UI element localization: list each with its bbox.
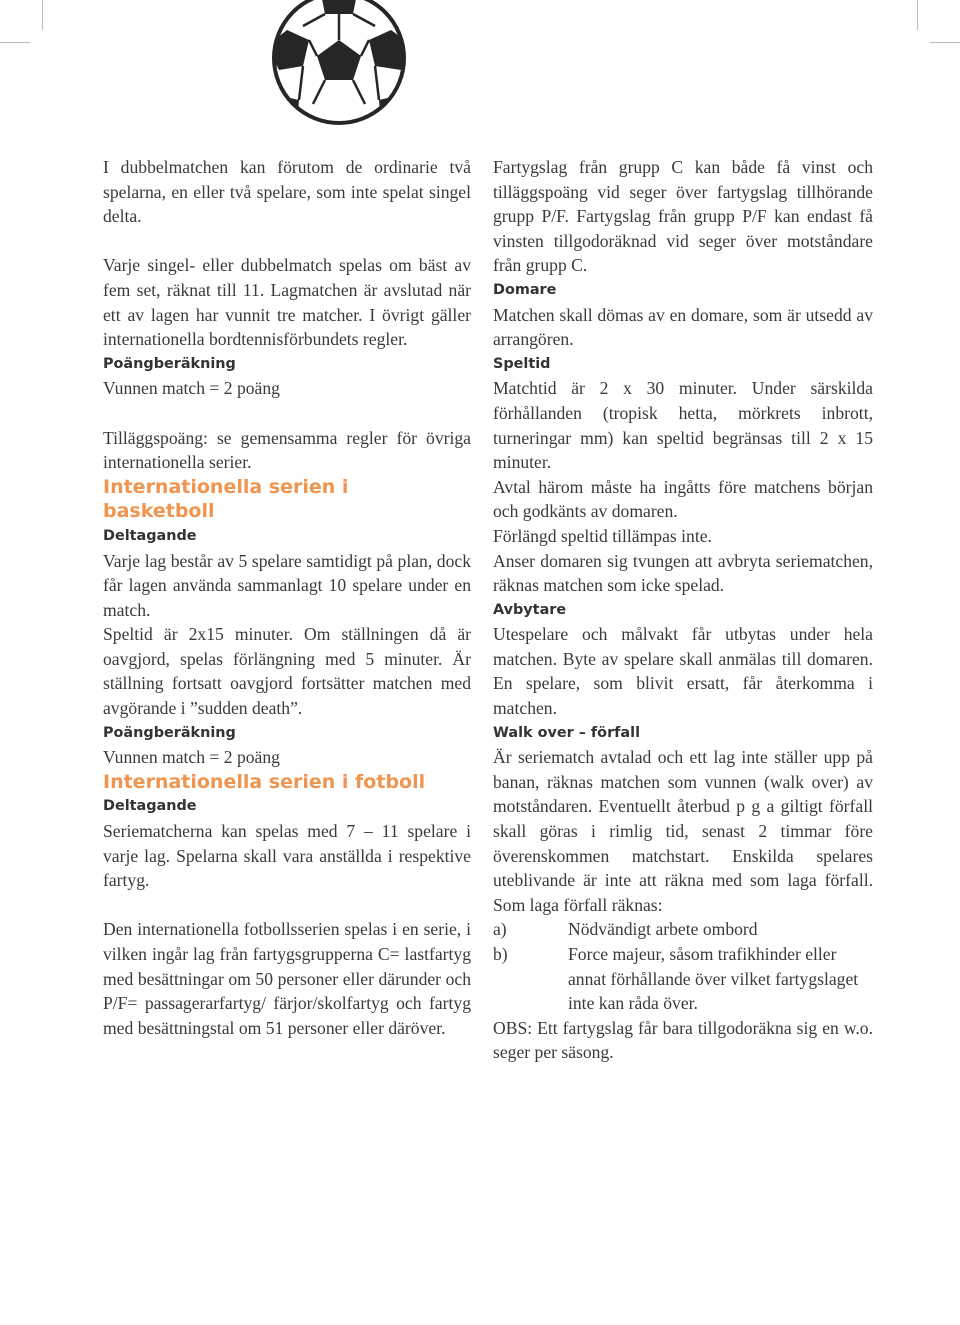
section-heading: Poängberäkning — [103, 724, 236, 741]
list-item-label: b) — [493, 944, 508, 964]
section-title-line: Internationella serien i — [103, 475, 349, 498]
paragraph: Tilläggspoäng: se gemensamma regler för övriga internationella serier. — [103, 427, 471, 473]
paragraph: Avtal härom måste ha ingåtts före matchens början och godkänts av domaren. — [493, 476, 873, 522]
paragraph: Den internationella fotbollsserien spelas i en serie, i vilken ingår lag från fartygsgrupperna C= lastfartyg med besättningar om 50 personer eller därunder och P/F= passagerarfartyg/ färjor/skolfartyg och fartyg med besättningstal om 51 personer eller däröver. — [103, 919, 471, 1038]
paragraph: Matchtid är 2 x 30 minuter. Under särskilda förhållanden (tropisk hetta, mörkrets inbrott, turneringar mm) kan speltid begränsas till 2 x 15 minuter. — [493, 378, 873, 473]
paragraph: Seriematcherna kan spelas med 7 – 11 spelare i varje lag. Spelarna skall vara anställda i respektive fartyg. — [103, 821, 471, 891]
section-heading: Deltagande — [103, 798, 197, 815]
paragraph: Varje singel- eller dubbelmatch spelas om bäst av fem set, räknat till 11. Lagmatchen är avslutad när ett av lagen har vunnit tre matcher. I övrigt gäller internationella bordtennisförbundets regler. — [103, 255, 471, 350]
right-column — [493, 155, 873, 1065]
left-column — [103, 155, 471, 1040]
list-item-text: Nödvändigt arbete ombord — [568, 919, 758, 940]
list-item — [493, 942, 873, 1016]
paragraph: Fartygslag från grupp C kan både få vinst och tilläggspoäng vid seger över fartygslag tillhörande grupp P/F. Fartygslag från grupp P/F kan endast få vinsten tillgodoräknad vid seger över motståndare från grupp C. — [493, 157, 873, 276]
section-title — [103, 475, 471, 524]
list-item-text: Force majeur, såsom trafikhinder eller annat förhållande över vilket fartygslaget inte kan råda över. — [568, 944, 859, 1014]
paragraph: Förlängd speltid tillämpas inte. — [493, 525, 712, 546]
paragraph: Vunnen match = 2 poäng — [103, 378, 280, 399]
section-title-line: basketboll — [103, 500, 215, 523]
section-heading: Poängberäkning — [103, 355, 236, 372]
paragraph: Varje lag består av 5 spelare samtidigt på plan, dock får lagen använda sammanlagt 10 spelare under en match. — [103, 550, 471, 620]
football-icon — [243, 0, 435, 128]
paragraph: Matchen skall dömas av en domare, som är utsedd av arrangören. — [493, 304, 873, 350]
paragraph: Vunnen match = 2 poäng — [103, 747, 280, 768]
paragraph: Utespelare och målvakt får utbytas under hela matchen. Byte av spelare skall anmälas till domaren. En spelare, som blivit ersatt, får återkomma i matchen. — [493, 624, 873, 719]
crop-mark — [930, 42, 960, 43]
paragraph: OBS: Ett fartygslag får bara tillgodoräkna sig en w.o. seger per säsong. — [493, 1017, 873, 1063]
crop-mark — [0, 42, 30, 43]
paragraph: Är seriematch avtalad och ett lag inte ställer upp på banan, räknas matchen som vunnen (walk over) av motståndaren. Eventuellt återbud p g a giltigt förfall skall göras i rimlig tid, senast 2 timmar före överenskommen matchstart. Enskilda spelares uteblivande är inte att räkna med som laga förfall. Som laga förfall räknas: — [493, 747, 873, 915]
section-heading: Deltagande — [103, 527, 197, 544]
section-heading: Speltid — [493, 355, 551, 372]
section-heading: Avbytare — [493, 601, 567, 618]
paragraph: I dubbelmatchen kan förutom de ordinarie två spelarna, en eller två spelare, som inte spelat singel delta. — [103, 157, 471, 227]
list-item — [493, 917, 873, 942]
list-item-label: a) — [493, 919, 507, 940]
paragraph: Speltid är 2x15 minuter. Om ställningen då är oavgjord, spelas förlängning med 5 minuter. Är ställning fortsatt oavgjord fortsätter matchen med avgörande i ”sudden death”. — [103, 624, 471, 719]
paragraph: Anser domaren sig tvungen att avbryta seriematchen, räknas matchen som icke spelad. — [493, 550, 873, 596]
section-heading: Walk over – förfall — [493, 724, 641, 741]
section-title: Internationella serien i fotboll — [103, 770, 426, 793]
section-heading: Domare — [493, 281, 557, 298]
crop-mark — [917, 0, 918, 30]
crop-mark — [42, 0, 43, 30]
